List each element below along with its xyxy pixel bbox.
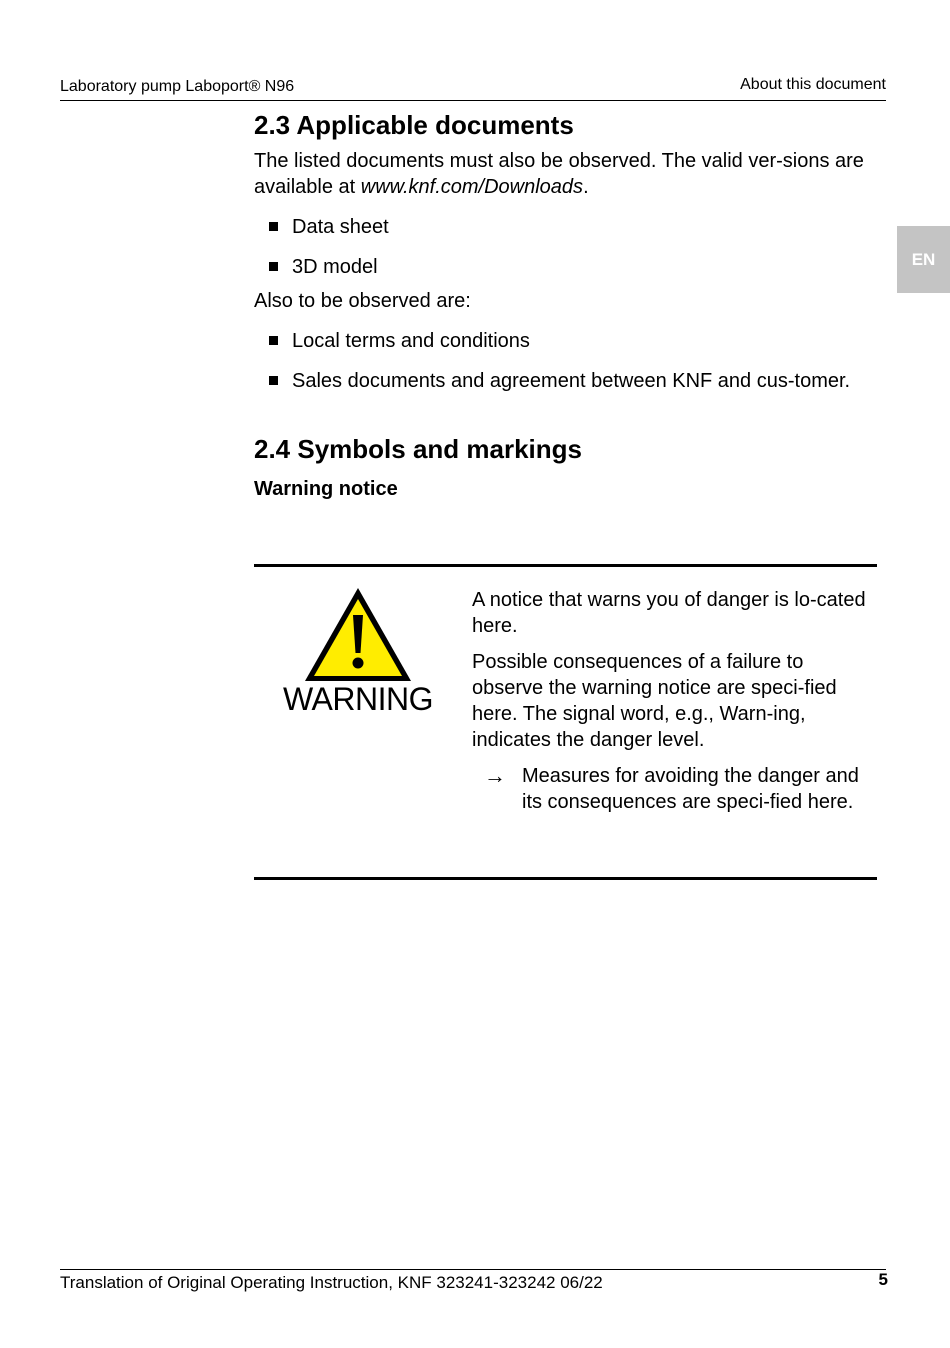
intro-end: . [583, 176, 589, 198]
list-item-text: Sales documents and agreement between KNF and cus-tomer. [292, 370, 851, 392]
header-section: About this document [740, 76, 886, 93]
bullet-square-icon [269, 336, 278, 345]
main-content [254, 108, 866, 502]
list-item [254, 254, 866, 280]
intro-text: The listed documents must also be observed. The valid ver-sions are available at [254, 150, 864, 198]
list-item-text: 3D model [292, 256, 378, 278]
language-tab: EN [897, 226, 950, 293]
header-divider [60, 100, 886, 101]
also-observed-text: Also to be observed are: [254, 290, 471, 312]
list-item-text: Local terms and conditions [292, 330, 530, 352]
list-item [254, 328, 866, 354]
warning-location-text: A notice that warns you of danger is lo-cated here. [472, 589, 866, 637]
header-title: Laboratory pump Laboport® N96 [60, 78, 295, 95]
list-item-text: Data sheet [292, 216, 389, 238]
warning-triangle-icon [302, 585, 414, 685]
bullet-square-icon [269, 376, 278, 385]
applicable-documents-intro [254, 148, 866, 200]
warning-measure-text: Measures for avoiding the danger and its consequences are speci-fied here. [522, 765, 859, 813]
bullet-square-icon [269, 262, 278, 271]
footer-divider [60, 1269, 886, 1270]
footer-text: Translation of Original Operating Instruction, KNF 323241-323242 06/22 [60, 1273, 603, 1292]
bullet-square-icon [269, 222, 278, 231]
page-number: 5 [878, 1270, 888, 1289]
warning-measure [472, 763, 870, 815]
warning-notice-box [254, 564, 877, 880]
downloads-link[interactable]: www.knf.com/Downloads [360, 176, 584, 198]
warning-signal-word: WARNING [283, 681, 433, 717]
applicable-documents-list [254, 214, 866, 280]
warning-notice-subheading: Warning notice [254, 478, 398, 500]
list-item [254, 214, 866, 240]
arrow-right-icon: → [484, 763, 506, 788]
also-observed-list [254, 328, 866, 394]
list-item [254, 368, 866, 394]
section-2-3-heading: 2.3 Applicable documents [254, 110, 574, 140]
warning-text-block [472, 587, 870, 815]
section-2-4-heading: 2.4 Symbols and markings [254, 434, 583, 464]
warning-consequences-text: Possible consequences of a failure to observe the warning notice are speci-fied here. The signal word, e.g., Warn-ing, indicates the danger level. [472, 651, 837, 751]
